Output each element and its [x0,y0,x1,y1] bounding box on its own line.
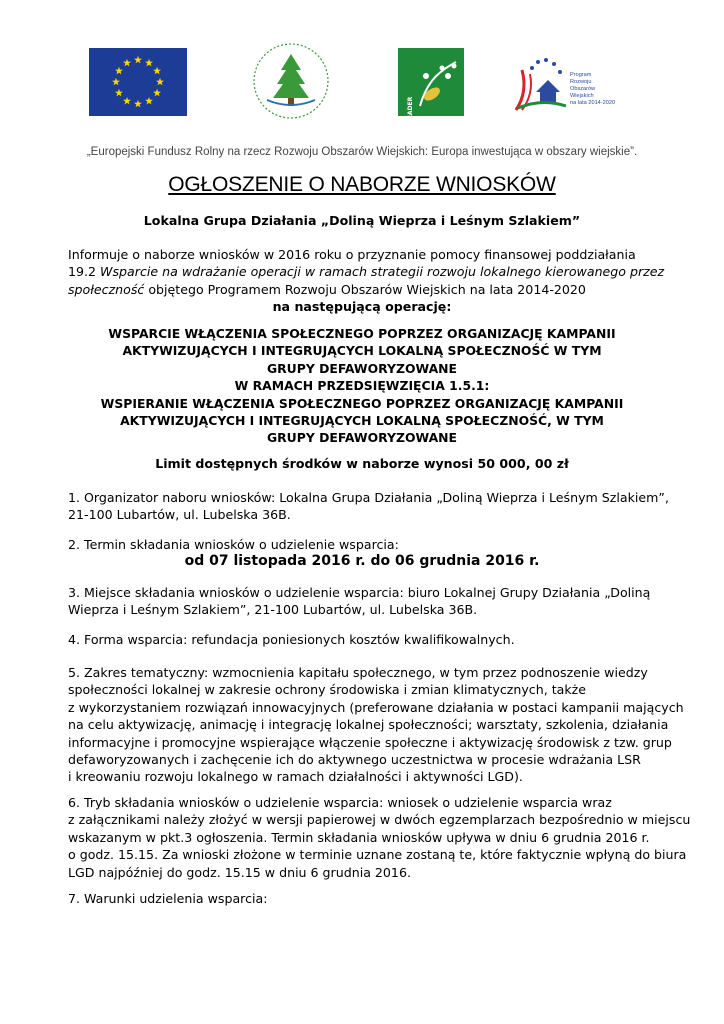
prow-text: Program Rozwoju Obszarów Wiejskich na lata 2014-2020 [570,72,616,106]
prow-logo [508,52,568,112]
point-6: 6. Tryb składania wniosków o udzielenie wsparcia: wniosek o udzielenie wsparcia wraz z załącznikami należy złożyć w wersji papierowej w dwóch egzemplarzach bezpośrednio w miejscu wskazanym w pkt.3 ogłoszenia. Termin składania wniosków upływa w dniu 6 grudnia 2016 r. o godz. 15.15. Za wnioski złożone w terminie uznane zostaną te, które faktycznie wpłyną do biura LGD najpóźniej do godz. 15.15 w dniu 6 grudnia 2016. [68,795,691,880]
intro-line-2: 19.2 Wsparcie na wdrażanie operacji w ramach strategii rozwoju lokalnego kierowanego przez [68,264,665,280]
lgd-tree-logo [249,40,333,122]
intro-line-4: na następującą operację: [272,299,452,315]
leader-vertical-text: LEADER [407,96,414,123]
tagline: „Europejski Fundusz Rolny na rzecz Rozwoju Obszarów Wiejskich: Europa inwestująca w obszary wiejskie”. [86,146,638,158]
intro-line-1: Informuje o naborze wniosków w 2016 roku o przyznanie pomocy finansowej poddziałania [68,247,636,262]
funds-limit: Limit dostępnych środków w naborze wynosi 50 000, 00 zł [155,456,569,471]
logo-bar [0,0,724,130]
point-1: 1. Organizator naboru wniosków: Lokalna Grupa Działania „Doliną Wieprza i Leśnym Szlakiem”, 21-100 Lubartów, ul. Lubelska 36B. [68,490,669,523]
operation-heading: WSPARCIE WŁĄCZENIA SPOŁECZNEGO POPRZEZ ORGANIZACJĘ KAMPANII AKTYWIZUJĄCYCH I INTEGRUJĄCYCH LOKALNĄ SPOŁECZNOŚĆ W TYM GRUPY DEFAWORYZOWANE W RAMACH PRZEDSIĘWZIĘCIA 1.5.1: WSPIERANIE WŁĄCZENIA SPOŁECZNEGO POPRZEZ ORGANIZACJĘ KAMPANII AKTYWIZUJĄCYCH I INTEGRUJĄCYCH LOKALNĄ SPOŁECZNOŚĆ, W TYM GRUPY DEFAWORYZOWANE [100,326,624,446]
point-4: 4. Forma wsparcia: refundacja poniesionych kosztów kwalifikowalnych. [68,632,515,647]
intro-line-3: społeczność objętego Programem Rozwoju Obszarów Wiejskich na lata 2014-2020 [68,281,586,297]
intro-paragraph [68,246,665,316]
lgd-name: Lokalna Grupa Działania „Doliną Wieprza i Leśnym Szlakiem” [143,213,581,228]
point-3: 3. Miejsce składania wniosków o udzielenie wsparcia: biuro Lokalnej Grupy Działania „Doliną Wieprza i Leśnym Szlakiem”, 21-100 Lubartów, ul. Lubelska 36B. [68,585,651,618]
eu-flag-icon [89,48,187,116]
point-7: 7. Warunki udzielenia wsparcia: [68,891,268,906]
point-5: 5. Zakres tematyczny: wzmocnienia kapitału społecznego, w tym przez podnoszenie wiedzy społeczności lokalnej w zakresie ochrony środowiska i zmian klimatycznych, także z wykorzystaniem rozwiązań innowacyjnych (preferowane działania w postaci kampanii mających na celu aktywizację, animację i integrację lokalnej społeczności; warsztaty, szkolenia, działania informacyjne i promocyjne wspierające włączenie społeczne i aktywizację środowisk z tzw. grup defaworyzowanych i zachęcenie ich do aktywnego uczestnictwa w procesie wdrażania LSR i kreowaniu rozwoju lokalnego w ramach działalności i aktywności LGD). [68,665,684,785]
point-2: 2. Termin składania wniosków o udzielenie wsparcia: od 07 listopada 2016 r. do 06 grudnia 2016 r. [68,537,540,570]
page-title: OGŁOSZENIE O NABORZE WNIOSKÓW [168,173,556,196]
